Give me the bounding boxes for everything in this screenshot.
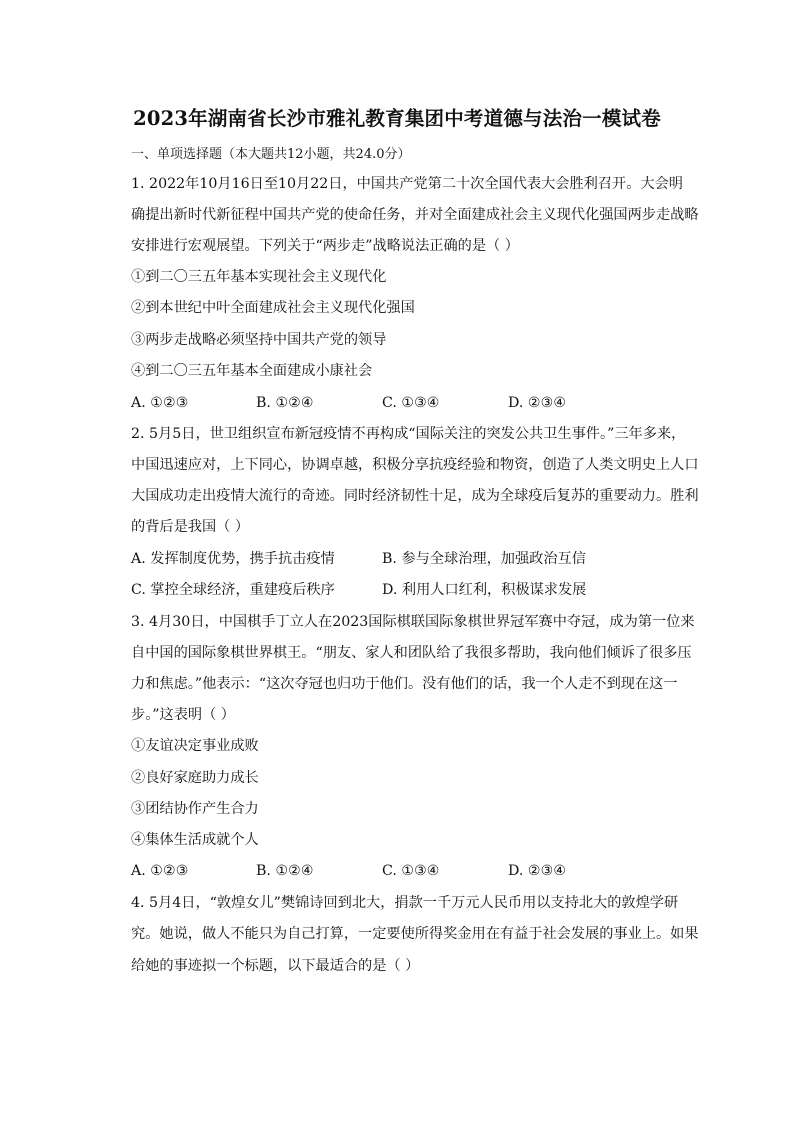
question-2-option-c: C. 掌控全球经济，重建疫后秩序	[131, 582, 335, 598]
question-3-statement-4: ④集体生活成就个人	[131, 832, 259, 848]
question-1-option-c: C. ①③④	[382, 395, 440, 411]
question-2-line-4: 的背后是我国（ ）	[131, 519, 250, 535]
question-1-option-a: A. ①②③	[131, 395, 189, 411]
question-3-option-d: D. ②③④	[508, 863, 567, 879]
question-2-option-b: B. 参与全球治理，加强政治互信	[382, 551, 586, 567]
question-1-options	[131, 393, 651, 413]
question-1-line-2: 确提出新时代新征程中国共产党的使命任务，并对全面建成社会主义现代化强国两步走战略	[131, 207, 699, 223]
question-1-statement-3: ③两步走战略必须坚持中国共产党的领导	[131, 332, 387, 348]
exam-title: 2023年湖南省长沙市雅礼教育集团中考道德与法治一模试卷	[133, 107, 661, 130]
question-1-option-d: D. ②③④	[508, 395, 567, 411]
question-3-statement-3: ③团结协作产生合力	[131, 801, 259, 817]
question-3-statement-1: ①友谊决定事业成败	[131, 738, 259, 754]
question-2-options-row-1	[131, 549, 651, 569]
question-3-statement-2: ②良好家庭助力成长	[131, 770, 259, 786]
question-4-line-2: 究。她说，做人不能只为自己打算，一定要使所得奖金用在有益于社会发展的事业上。如果	[131, 926, 699, 942]
question-2-line-3: 大国成功走出疫情大流行的奇迹。同时经济韧性十足，成为全球疫后复苏的重要动力。胜利	[131, 488, 699, 504]
question-3-option-a: A. ①②③	[131, 863, 189, 879]
question-1-statement-4: ④到二〇三五年基本全面建成小康社会	[131, 363, 373, 379]
question-1-line-1: 1. 2022年10月16日至10月22日，中国共产党第二十次全国代表大会胜利召开。大会明	[131, 176, 683, 192]
question-3-line-3: 力和焦虑。”他表示：“这次夺冠也归功于他们。没有他们的话，我一个人走不到现在这一	[131, 676, 678, 692]
question-1-statement-2: ②到本世纪中叶全面建成社会主义现代化强国	[131, 300, 415, 316]
question-3-options	[131, 861, 651, 881]
question-1-line-3: 安排进行宏观展望。下列关于“两步走”战略说法正确的是（ ）	[131, 238, 519, 254]
question-2-option-a: A. 发挥制度优势，携手抗击疫情	[131, 551, 335, 567]
question-3-option-c: C. ①③④	[382, 863, 440, 879]
question-2-line-2: 中国迅速应对，上下同心，协调卓越，积极分享抗疫经验和物资，创造了人类文明史上人口	[131, 457, 699, 473]
question-4-line-1: 4. 5月4日，“敦煌女儿”樊锦诗回到北大，捐款一千万元人民币用以支持北大的敦煌学研	[131, 895, 679, 911]
section-heading: 一、单项选择题（本大题共12小题，共24.0分）	[131, 147, 411, 162]
question-2-options-row-2	[131, 580, 651, 600]
question-2-line-1: 2. 5月5日，世卫组织宣布新冠疫情不再构成“国际关注的突发公共卫生事件。”三年多来，	[131, 426, 686, 442]
question-3-line-2: 自中国的国际象棋世界棋王。“朋友、家人和团队给了我很多帮助，我向他们倾诉了很多压	[131, 645, 692, 661]
question-3-line-1: 3. 4月30日，中国棋手丁立人在2023国际棋联国际象棋世界冠军赛中夺冠，成为第一位来	[131, 614, 695, 630]
question-3-option-b: B. ①②④	[256, 863, 314, 879]
question-3-line-4: 步。”这表明（ ）	[131, 707, 235, 723]
question-1-statement-1: ①到二〇三五年基本实现社会主义现代化	[131, 269, 387, 285]
question-1-option-b: B. ①②④	[256, 395, 314, 411]
question-2-option-d: D. 利用人口红利，积极谋求发展	[382, 582, 587, 598]
question-4-line-3: 给她的事迹拟一个标题，以下最适合的是（ ）	[131, 958, 420, 974]
